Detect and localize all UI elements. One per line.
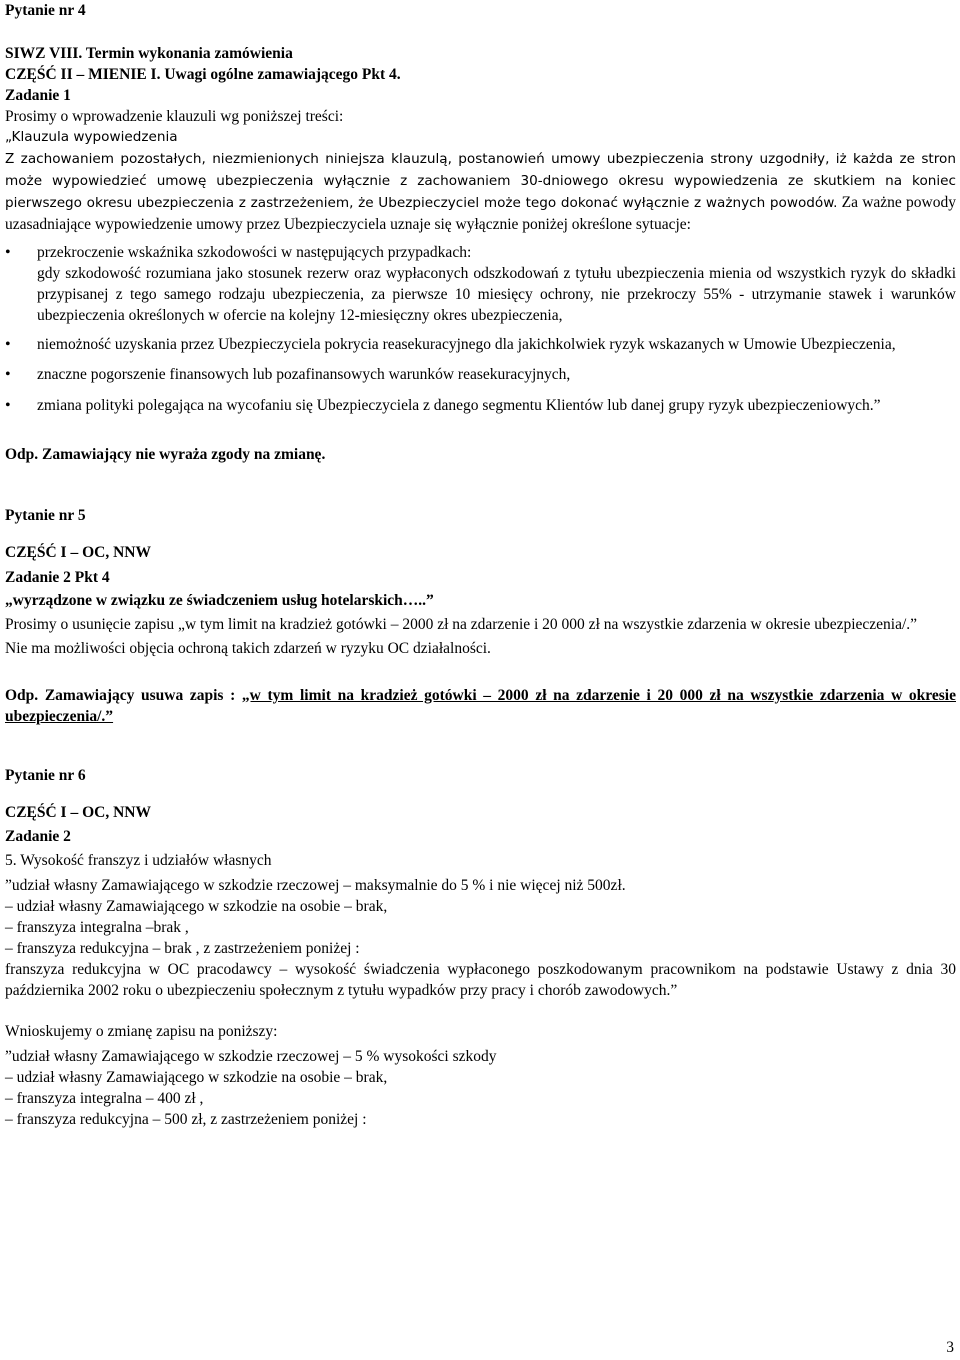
q4-task-line: Zadanie 1 [5,87,71,104]
q6-line: – franszyza integralna – 400 zł , [5,1090,204,1107]
q5-quote-line: „wyrządzone w związku ze świadczeniem usług hotelarskich…..” [5,592,434,609]
q5-answer: Odp. Zamawiający usuwa zapis : „w tym limit na kradzież gotówki – 2000 zł na zdarzenie i 20 000 zł na wszystkie zdarzenia w okresie ubezpieczenia/.” [5,687,956,725]
q5-note-line: Nie ma możliwości objęcia ochroną takich zdarzeń w ryzyku OC działalności. [5,640,491,657]
q6-line: – udział własny Zamawiającego w szkodzie na osobie – brak, [5,898,388,915]
q6-part-line: CZĘŚĆ I – OC, NNW [5,804,151,821]
bullet-icon: • [5,244,11,261]
q6-line: ”udział własny Zamawiającego w szkodzie rzeczowej – maksymalnie do 5 % i nie więcej niż 500zł. [5,877,626,894]
q6-task-line: Zadanie 2 [5,828,71,845]
q6-line: ”udział własny Zamawiającego w szkodzie rzeczowej – 5 % wysokości szkody [5,1048,497,1065]
q6-request-line: Wnioskujemy o zmianę zapisu na poniższy: [5,1023,278,1040]
bullet-icon: • [5,397,11,414]
q6-paragraph: franszyza redukcyjna w OC pracodawcy – wysokość świadczenia wypłaconego poszkodowanym pracownikom na podstawie Ustawy z dnia 30 października 2002 roku o ubezpieczeniu społecznym z tytułu wypadków przy pracy i chorób zawodowych.” [5,961,956,999]
q6-line: – franszyza redukcyjna – 500 zł, z zastrzeżeniem poniżej : [5,1111,367,1128]
question-6-header: Pytanie nr 6 [5,767,86,784]
q5-task-line: Zadanie 2 Pkt 4 [5,569,110,586]
list-item: • zmiana polityki polegająca na wycofaniu się Ubezpieczyciela z danego segmentu Klientów lub danej grupy ryzyk ubezpieczeniowych.” [5,393,956,419]
bullet-icon: • [5,336,11,353]
question-5-header: Pytanie nr 5 [5,507,86,524]
q5-request-line: Prosimy o usunięcie zapisu „w tym limit na kradzież gotówki – 2000 zł na zdarzenie i 20 000 zł na wszystkie zdarzenia w okresie ubezpieczenia/.” [5,616,918,633]
document-page [5,0,956,1130]
q4-request-line: Prosimy o wprowadzenie klauzuli wg poniższej treści: [5,108,344,125]
list-item: • przekroczenie wskaźnika szkodowości w następujących przypadkach: gdy szkodowość rozumiana jako stosunek rezerw oraz wypłaconych odszkodowań z tytułu ubezpieczenia mienia od wszystkich ryzyk do składki przypisanej z tego samego rodzaju ubezpieczenia, za pierwsze 10 miesięcy ochrony, nie przekroczy 55% - utrzymanie stawek i warunków ubezpieczenia określonych w ofercie na kolejny 12-miesięczny okres ubezpieczenia, [5,244,956,324]
q4-part-line: CZĘŚĆ II – MIENIE I. Uwagi ogólne zamawiającego Pkt 4. [5,66,401,83]
question-4-header: Pytanie nr 4 [5,2,86,19]
bullet-icon: • [5,366,11,383]
q4-bullet-list [5,242,956,419]
q6-section-line: 5. Wysokość franszyz i udziałów własnych [5,852,272,869]
q4-siwz-line: SIWZ VIII. Termin wykonania zamówienia [5,45,293,62]
q6-line: – franszyza redukcyjna – brak , z zastrzeżeniem poniżej : [5,940,360,957]
q4-clause-serif: Za ważne powody uzasadniające wypowiedzenie umowy przez Ubezpieczyciela uznaje się wyłącznie poniżej określone sytuacje: [5,194,956,233]
q6-line: – franszyza integralna –brak , [5,919,189,936]
page-number: 3 [946,1339,954,1356]
list-item: • znaczne pogorszenie finansowych lub pozafinansowych warunków reasekuracyjnych, [5,366,571,383]
q4-clause-sans: Z zachowaniem pozostałych, niezmienionych niniejsza klauzulą, postanowień umowy ubezpieczenia strony uzgodniły, iż każda ze stron może wypowiedzieć umowę ubezpieczenia wyłącznie z zachowaniem 30-dniowego okresu wypowiedzenia ze skutkiem na koniec pierwszego okresu ubezpieczenia z zastrzeżeniem, że Ubezpieczyciel może tego dokonać wyłącznie z ważnych powodów. [5,151,956,211]
q6-line: – udział własny Zamawiającego w szkodzie na osobie – brak, [5,1069,388,1086]
list-item: • niemożność uzyskania przez Ubezpieczyciela pokrycia reasekuracyjnego dla jakichkolwiek ryzyk wskazanych w Umowie Ubezpieczenia, [5,332,956,358]
q4-clause-text [5,148,956,235]
q5-part-line: CZĘŚĆ I – OC, NNW [5,544,151,561]
q4-answer: Odp. Zamawiający nie wyraża zgody na zmianę. [5,446,326,463]
q4-clause-title: „Klauzula wypowiedzenia [5,129,178,145]
